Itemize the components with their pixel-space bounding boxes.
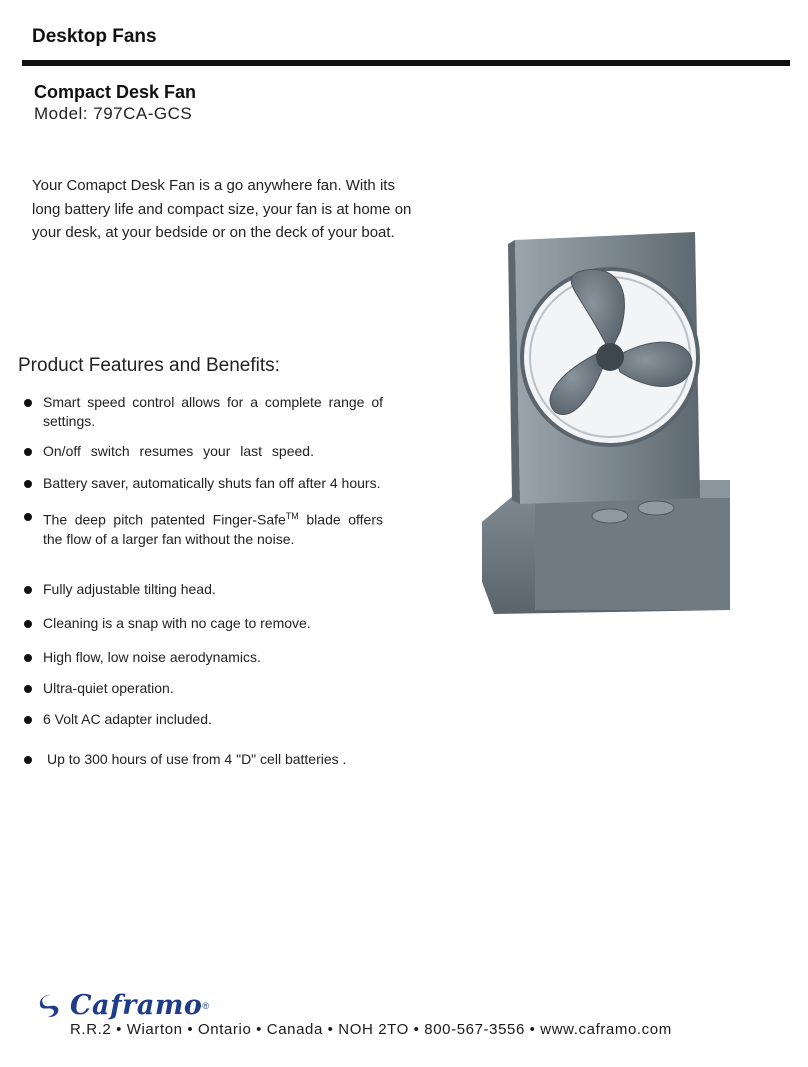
feature-item — [24, 648, 383, 667]
model-label: Model: — [34, 104, 89, 123]
feature-item — [24, 710, 383, 729]
bullet-icon — [24, 480, 32, 488]
bullet-icon — [24, 756, 32, 764]
feature-item — [24, 580, 383, 599]
feature-item — [24, 474, 433, 493]
header-rule — [22, 60, 790, 66]
feature-text: Battery saver, automatically shuts fan off after 4 hours. — [43, 475, 381, 491]
footer-address: R.R.2 • Wiarton • Ontario • Canada • NOH 2TO • 800-567-3556 • www.caframo.com — [70, 1021, 672, 1038]
feature-item — [24, 679, 383, 698]
feature-text: 6 Volt AC adapter included. — [43, 711, 212, 727]
bullet-icon — [24, 399, 32, 407]
section-title: Desktop Fans — [32, 26, 157, 47]
bullet-icon — [24, 620, 32, 628]
feature-item — [24, 750, 437, 769]
feature-text — [43, 507, 383, 549]
bullet-icon — [24, 513, 32, 521]
bullet-icon — [24, 716, 32, 724]
caframo-swirl-icon — [38, 993, 64, 1019]
feature-text-part: The deep pitch patented Finger-Safe — [43, 511, 286, 528]
feature-text: Up to 300 hours of use from 4 "D" cell batteries . — [47, 751, 347, 767]
bullet-icon — [24, 654, 32, 662]
feature-text: Fully adjustable tilting head. — [43, 581, 216, 597]
feature-text: Ultra-quiet operation. — [43, 680, 174, 696]
model-line — [34, 104, 192, 124]
trademark: TM — [285, 511, 299, 521]
fan-hub — [596, 343, 624, 371]
features-heading: Product Features and Benefits: — [18, 355, 280, 376]
speed-button — [592, 509, 628, 523]
feature-item — [24, 507, 383, 549]
power-button — [638, 501, 674, 515]
product-intro: Your Comapct Desk Fan is a go anywhere fan. With its long battery life and compact size, your fan is at home on your desk, at your bedside or on the deck of your boat. — [32, 177, 412, 241]
feature-item — [24, 393, 383, 431]
feature-text: Smart speed control allows for a complete range of settings. — [43, 394, 383, 429]
feature-text: High flow, low noise aerodynamics. — [43, 649, 261, 665]
model-number: 797CA-GCS — [93, 104, 193, 123]
brand-name: Caframo — [70, 990, 203, 1021]
desk-fan-image — [460, 222, 760, 622]
feature-text-part: blade offers the flow of a larger fan without the noise. — [43, 511, 383, 547]
bullet-icon — [24, 685, 32, 693]
feature-item — [24, 442, 383, 461]
bullet-icon — [24, 448, 32, 456]
product-name: Compact Desk Fan — [34, 82, 197, 102]
footer-logo — [38, 990, 209, 1021]
feature-text: On/off switch resumes your last speed. — [43, 443, 314, 459]
feature-text: Cleaning is a snap with no cage to remove. — [43, 615, 311, 631]
bullet-icon — [24, 586, 32, 594]
feature-item — [24, 614, 383, 633]
registered-mark: ® — [202, 1000, 210, 1011]
